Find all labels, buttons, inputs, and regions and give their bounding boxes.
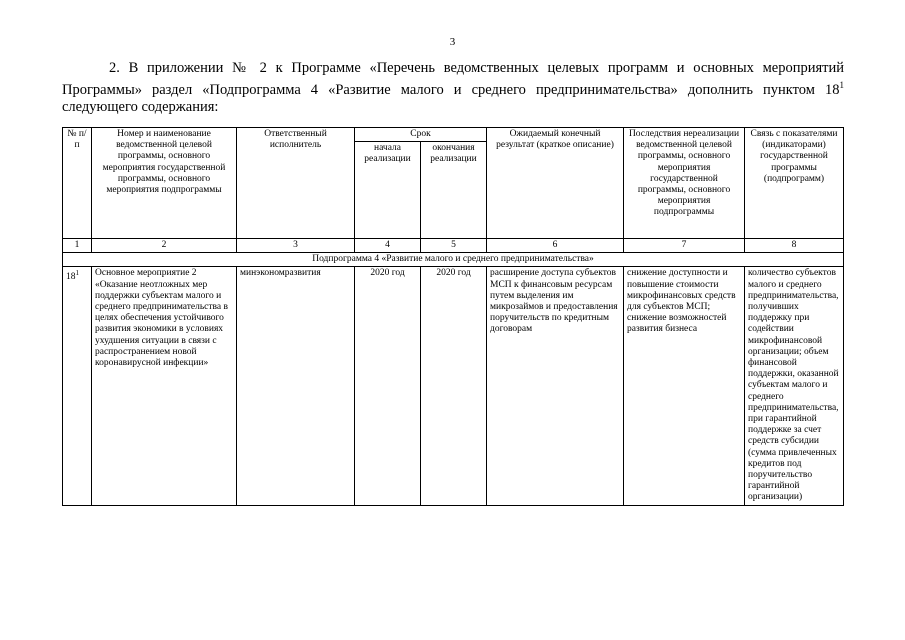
row-number-value: 18 — [66, 272, 76, 283]
row-name: Основное мероприятие 2 «Оказание неотложных мер поддержки субъектам малого и среднего предпринимательства в целях обеспечения устойчивого развития экономики в условиях ухудшения ситуации в связи с распространением новой коронавирусной инфекции» — [92, 267, 237, 505]
table-row — [63, 267, 844, 505]
column-number-row — [63, 239, 844, 253]
column-number: 2 — [92, 239, 237, 253]
header-row-1 — [63, 128, 844, 142]
intro-text-before: 2. В приложении № 2 к Программе «Перечень ведомственных целевых программ и основных мероприятий Программы» раздел «Подпрограмма 4 «Развитие малого и среднего предпринимательства» дополнить пунктом 18 — [62, 60, 844, 98]
header-term: Срок — [355, 128, 487, 142]
subprogram-title: Подпрограмма 4 «Развитие малого и среднего предпринимательства» — [63, 253, 844, 267]
row-result: расширение доступа субъектов МСП к финансовым ресурсам путем выделения им микрозаймов и предоставления поручительств по кредитным договорам — [487, 267, 624, 505]
program-table — [62, 127, 844, 506]
row-end: 2020 год — [421, 267, 487, 505]
header-end: окончания реализации — [421, 142, 487, 239]
subprogram-row — [63, 253, 844, 267]
column-number: 3 — [237, 239, 355, 253]
row-number-superscript: 1 — [75, 269, 79, 278]
row-executor: минэкономразвития — [237, 267, 355, 505]
row-number — [63, 267, 92, 505]
column-number: 6 — [487, 239, 624, 253]
header-executor: Ответственный исполнитель — [237, 128, 355, 239]
intro-paragraph — [62, 60, 844, 116]
header-name: Номер и наименование ведомственной целевой программы, основного мероприятия государственной программы, основного мероприятия подпрограммы — [92, 128, 237, 239]
row-start: 2020 год — [355, 267, 421, 505]
column-number: 8 — [745, 239, 844, 253]
column-number: 1 — [63, 239, 92, 253]
header-num: № п/п — [63, 128, 92, 239]
header-result: Ожидаемый конечный результат (краткое описание) — [487, 128, 624, 239]
header-link: Связь с показателями (индикаторами) государственной программы (подпрограмм) — [745, 128, 844, 239]
page-number: 3 — [449, 36, 456, 48]
column-number: 4 — [355, 239, 421, 253]
row-link: количество субъектов малого и среднего предпринимательства, получивших поддержку при содействии микрофинансовой организации; объем финансовой поддержки, оказанной субъектам малого и среднего предпринимательства, при гарантийной поддержке за счет средств субсидии (сумма привлеченных кредитов под поручительство гарантийной организации) — [745, 267, 844, 505]
column-number: 5 — [421, 239, 487, 253]
header-consequences: Последствия нереализации ведомственной целевой программы, основного мероприятия государственной программы, основного мероприятия подпрограммы — [624, 128, 745, 239]
header-start: начала реализации — [355, 142, 421, 239]
intro-text-after: следующего содержания: — [62, 98, 219, 115]
intro-superscript: 1 — [839, 80, 844, 90]
column-number: 7 — [624, 239, 745, 253]
row-consequences: снижение доступности и повышение стоимости микрофинансовых средств для субъектов МСП; снижение возможностей развития бизнеса — [624, 267, 745, 505]
